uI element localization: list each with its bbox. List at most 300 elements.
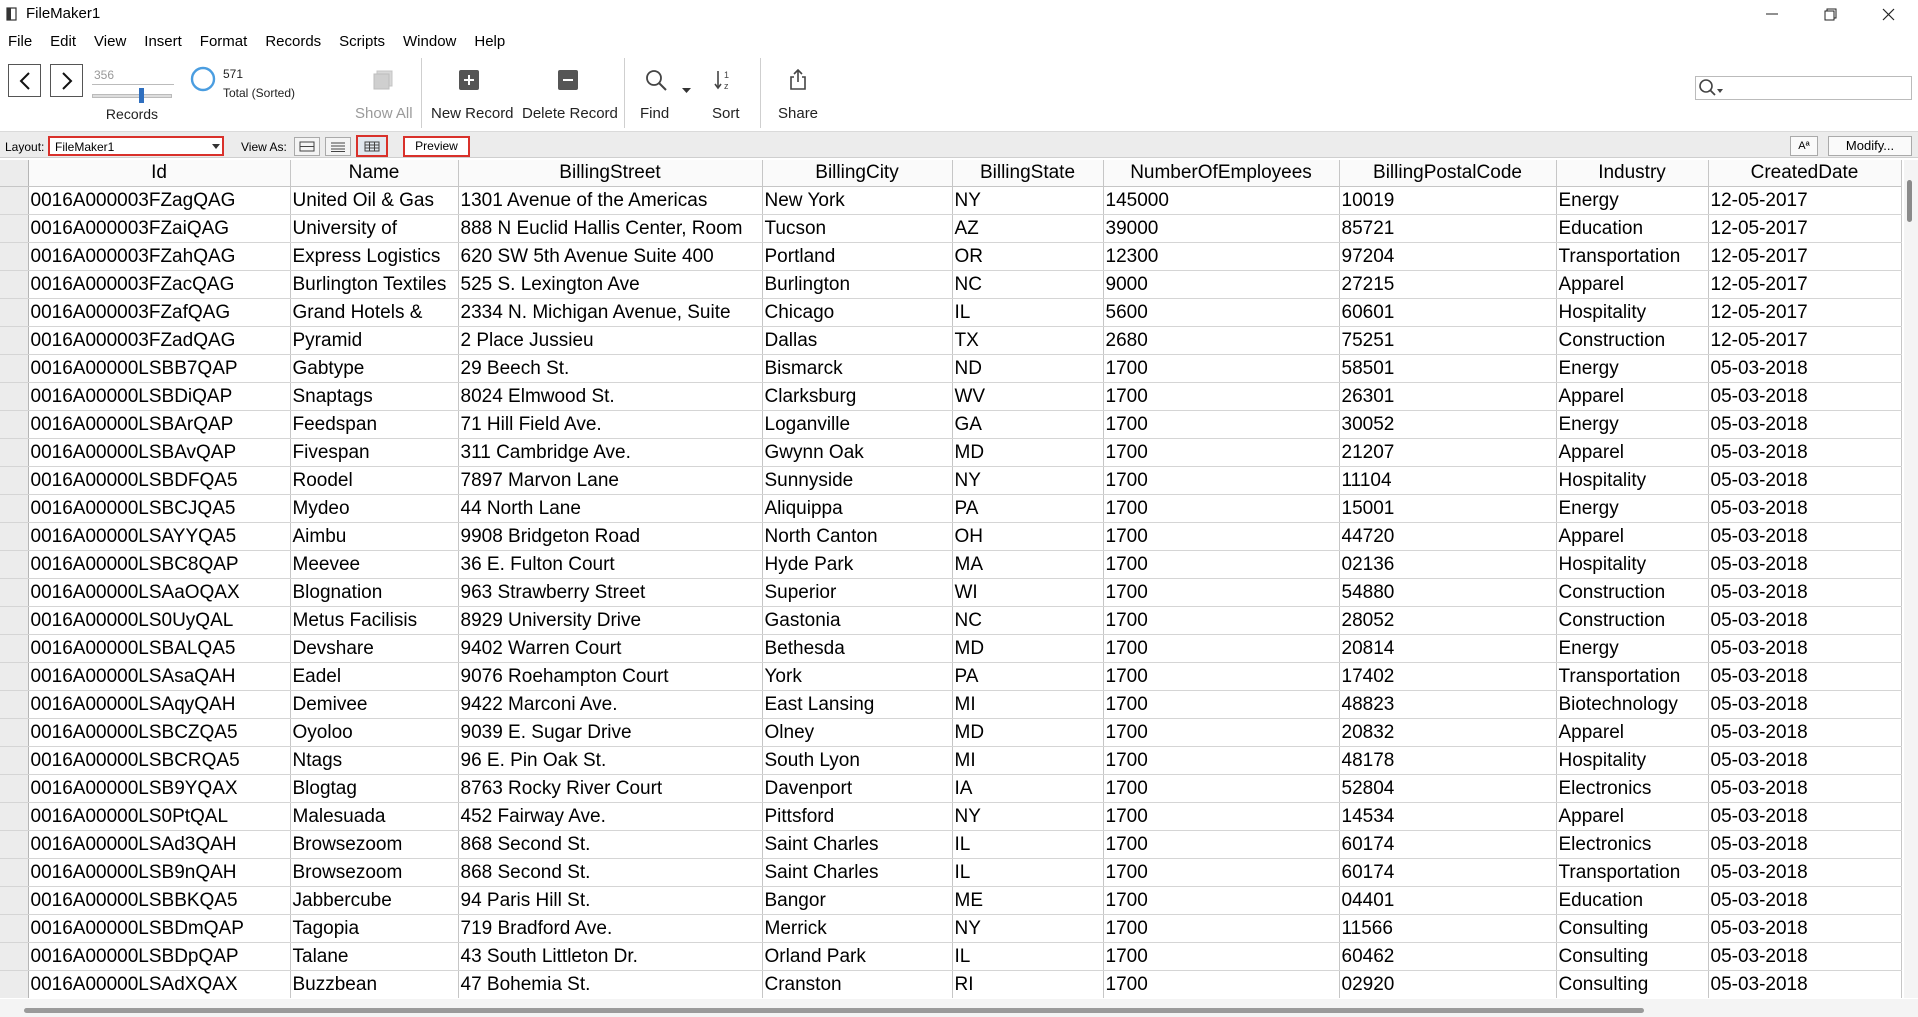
cell-billingstate[interactable]: PA: [952, 495, 1103, 523]
cell-createddate[interactable]: 05-03-2018: [1708, 439, 1901, 467]
cell-billingpostalcode[interactable]: 60601: [1339, 299, 1556, 327]
cell-billingstreet[interactable]: 452 Fairway Ave.: [458, 803, 762, 831]
vertical-scrollbar-thumb[interactable]: [1907, 180, 1912, 222]
cell-id[interactable]: 0016A00000LSBCJQA5: [28, 495, 290, 523]
cell-billingstreet[interactable]: 963 Strawberry Street: [458, 579, 762, 607]
cell-name[interactable]: Oyoloo: [290, 719, 458, 747]
cell-billingstate[interactable]: NC: [952, 607, 1103, 635]
previous-record-button[interactable]: [8, 64, 41, 97]
row-selector[interactable]: [0, 691, 28, 719]
cell-industry[interactable]: Apparel: [1556, 439, 1708, 467]
cell-billingstate[interactable]: MA: [952, 551, 1103, 579]
cell-billingcity[interactable]: Tucson: [762, 215, 952, 243]
view-as-list-button[interactable]: [325, 137, 351, 156]
column-header-billingstreet[interactable]: BillingStreet: [458, 160, 762, 187]
cell-billingpostalcode[interactable]: 02920: [1339, 971, 1556, 999]
row-selector[interactable]: [0, 243, 28, 271]
cell-createddate[interactable]: 05-03-2018: [1708, 607, 1901, 635]
cell-billingcity[interactable]: Saint Charles: [762, 859, 952, 887]
cell-billingpostalcode[interactable]: 11566: [1339, 915, 1556, 943]
cell-billingstreet[interactable]: 868 Second St.: [458, 831, 762, 859]
cell-id[interactable]: 0016A00000LSBArQAP: [28, 411, 290, 439]
cell-industry[interactable]: Hospitality: [1556, 299, 1708, 327]
cell-id[interactable]: 0016A000003FZacQAG: [28, 271, 290, 299]
table-row[interactable]: [0, 495, 1901, 523]
sort-button[interactable]: [704, 54, 746, 130]
layout-dropdown-arrow-icon[interactable]: [212, 144, 220, 149]
cell-billingstreet[interactable]: 8024 Elmwood St.: [458, 383, 762, 411]
text-formatting-button[interactable]: Aª: [1790, 136, 1818, 156]
cell-numberofemployees[interactable]: 1700: [1103, 579, 1339, 607]
view-as-form-button[interactable]: [294, 137, 320, 156]
table-row[interactable]: [0, 775, 1901, 803]
close-button[interactable]: [1859, 0, 1917, 28]
cell-industry[interactable]: Transportation: [1556, 859, 1708, 887]
cell-billingstreet[interactable]: 9039 E. Sugar Drive: [458, 719, 762, 747]
cell-billingstate[interactable]: MI: [952, 691, 1103, 719]
cell-billingpostalcode[interactable]: 75251: [1339, 327, 1556, 355]
cell-createddate[interactable]: 05-03-2018: [1708, 551, 1901, 579]
preview-button[interactable]: Preview: [403, 136, 470, 157]
menu-window[interactable]: Window: [403, 33, 457, 50]
cell-id[interactable]: 0016A00000LSBDiQAP: [28, 383, 290, 411]
cell-industry[interactable]: Consulting: [1556, 971, 1708, 999]
current-record-input[interactable]: [92, 66, 174, 85]
cell-billingcity[interactable]: Olney: [762, 719, 952, 747]
table-row[interactable]: [0, 327, 1901, 355]
record-slider-thumb[interactable]: [139, 88, 144, 103]
cell-billingstate[interactable]: IL: [952, 943, 1103, 971]
cell-numberofemployees[interactable]: 5600: [1103, 299, 1339, 327]
cell-numberofemployees[interactable]: 1700: [1103, 719, 1339, 747]
cell-createddate[interactable]: 05-03-2018: [1708, 355, 1901, 383]
table-row[interactable]: [0, 579, 1901, 607]
cell-createddate[interactable]: 05-03-2018: [1708, 803, 1901, 831]
cell-billingpostalcode[interactable]: 27215: [1339, 271, 1556, 299]
vertical-scrollbar[interactable]: [1904, 160, 1918, 998]
row-selector[interactable]: [0, 579, 28, 607]
cell-billingpostalcode[interactable]: 14534: [1339, 803, 1556, 831]
cell-industry[interactable]: Hospitality: [1556, 467, 1708, 495]
cell-id[interactable]: 0016A00000LSAdXQAX: [28, 971, 290, 999]
cell-name[interactable]: Fivespan: [290, 439, 458, 467]
cell-numberofemployees[interactable]: 1700: [1103, 859, 1339, 887]
cell-createddate[interactable]: 05-03-2018: [1708, 915, 1901, 943]
cell-billingcity[interactable]: South Lyon: [762, 747, 952, 775]
cell-id[interactable]: 0016A00000LSBDpQAP: [28, 943, 290, 971]
cell-industry[interactable]: Biotechnology: [1556, 691, 1708, 719]
cell-billingpostalcode[interactable]: 44720: [1339, 523, 1556, 551]
cell-createddate[interactable]: 12-05-2017: [1708, 271, 1901, 299]
table-row[interactable]: [0, 663, 1901, 691]
cell-billingstate[interactable]: ND: [952, 355, 1103, 383]
cell-billingstreet[interactable]: 2334 N. Michigan Avenue, Suite: [458, 299, 762, 327]
table-row[interactable]: [0, 887, 1901, 915]
cell-billingstate[interactable]: IL: [952, 859, 1103, 887]
column-header-industry[interactable]: Industry: [1556, 160, 1708, 187]
cell-createddate[interactable]: 05-03-2018: [1708, 971, 1901, 999]
cell-billingstreet[interactable]: 9908 Bridgeton Road: [458, 523, 762, 551]
cell-billingstreet[interactable]: 71 Hill Field Ave.: [458, 411, 762, 439]
table-row[interactable]: [0, 355, 1901, 383]
table-row[interactable]: [0, 187, 1901, 215]
cell-numberofemployees[interactable]: 1700: [1103, 747, 1339, 775]
cell-billingstate[interactable]: MD: [952, 439, 1103, 467]
cell-numberofemployees[interactable]: 1700: [1103, 383, 1339, 411]
cell-billingstate[interactable]: OH: [952, 523, 1103, 551]
cell-numberofemployees[interactable]: 12300: [1103, 243, 1339, 271]
cell-billingstreet[interactable]: 7897 Marvon Lane: [458, 467, 762, 495]
table-row[interactable]: [0, 691, 1901, 719]
cell-billingstate[interactable]: NY: [952, 915, 1103, 943]
row-selector[interactable]: [0, 747, 28, 775]
column-header-billingpostalcode[interactable]: BillingPostalCode: [1339, 160, 1556, 187]
cell-billingstreet[interactable]: 9076 Roehampton Court: [458, 663, 762, 691]
row-selector[interactable]: [0, 663, 28, 691]
row-selector[interactable]: [0, 803, 28, 831]
cell-billingcity[interactable]: Saint Charles: [762, 831, 952, 859]
next-record-button[interactable]: [50, 64, 83, 97]
cell-industry[interactable]: Consulting: [1556, 915, 1708, 943]
cell-billingcity[interactable]: Burlington: [762, 271, 952, 299]
table-row[interactable]: [0, 915, 1901, 943]
cell-billingstate[interactable]: ME: [952, 887, 1103, 915]
cell-name[interactable]: Metus Facilisis: [290, 607, 458, 635]
cell-name[interactable]: Talane: [290, 943, 458, 971]
cell-name[interactable]: Gabtype: [290, 355, 458, 383]
cell-name[interactable]: Meevee: [290, 551, 458, 579]
row-selector[interactable]: [0, 635, 28, 663]
cell-createddate[interactable]: 12-05-2017: [1708, 243, 1901, 271]
table-row[interactable]: [0, 439, 1901, 467]
cell-industry[interactable]: Energy: [1556, 495, 1708, 523]
find-dropdown-icon[interactable]: [682, 88, 691, 94]
column-header-name[interactable]: Name: [290, 160, 458, 187]
cell-billingstate[interactable]: PA: [952, 663, 1103, 691]
cell-createddate[interactable]: 05-03-2018: [1708, 747, 1901, 775]
cell-numberofemployees[interactable]: 1700: [1103, 411, 1339, 439]
table-row[interactable]: [0, 747, 1901, 775]
cell-industry[interactable]: Construction: [1556, 579, 1708, 607]
cell-id[interactable]: 0016A00000LSBAvQAP: [28, 439, 290, 467]
row-selector[interactable]: [0, 943, 28, 971]
cell-billingcity[interactable]: Cranston: [762, 971, 952, 999]
menu-scripts[interactable]: Scripts: [339, 33, 386, 50]
cell-name[interactable]: Snaptags: [290, 383, 458, 411]
cell-billingpostalcode[interactable]: 17402: [1339, 663, 1556, 691]
cell-id[interactable]: 0016A00000LSBCZQA5: [28, 719, 290, 747]
cell-billingpostalcode[interactable]: 52804: [1339, 775, 1556, 803]
cell-billingpostalcode[interactable]: 60174: [1339, 859, 1556, 887]
cell-name[interactable]: Demivee: [290, 691, 458, 719]
column-header-billingstate[interactable]: BillingState: [952, 160, 1103, 187]
cell-name[interactable]: Malesuada: [290, 803, 458, 831]
cell-name[interactable]: Pyramid: [290, 327, 458, 355]
cell-numberofemployees[interactable]: 145000: [1103, 187, 1339, 215]
cell-numberofemployees[interactable]: 1700: [1103, 607, 1339, 635]
cell-billingcity[interactable]: Gwynn Oak: [762, 439, 952, 467]
cell-billingpostalcode[interactable]: 02136: [1339, 551, 1556, 579]
menu-records[interactable]: Records: [265, 33, 322, 50]
cell-industry[interactable]: Energy: [1556, 635, 1708, 663]
menu-edit[interactable]: Edit: [50, 33, 77, 50]
menu-insert[interactable]: Insert: [144, 33, 182, 50]
cell-billingpostalcode[interactable]: 85721: [1339, 215, 1556, 243]
cell-industry[interactable]: Hospitality: [1556, 551, 1708, 579]
cell-name[interactable]: Buzzbean: [290, 971, 458, 999]
cell-numberofemployees[interactable]: 1700: [1103, 467, 1339, 495]
table-row[interactable]: [0, 719, 1901, 747]
delete-record-button[interactable]: [519, 54, 619, 130]
cell-numberofemployees[interactable]: 1700: [1103, 943, 1339, 971]
quick-find-search-icon[interactable]: [1697, 78, 1727, 98]
cell-createddate[interactable]: 05-03-2018: [1708, 887, 1901, 915]
cell-id[interactable]: 0016A000003FZagQAG: [28, 187, 290, 215]
row-selector[interactable]: [0, 887, 28, 915]
cell-billingcity[interactable]: Bethesda: [762, 635, 952, 663]
cell-billingcity[interactable]: Sunnyside: [762, 467, 952, 495]
cell-createddate[interactable]: 12-05-2017: [1708, 187, 1901, 215]
cell-name[interactable]: Burlington Textiles: [290, 271, 458, 299]
cell-createddate[interactable]: 12-05-2017: [1708, 299, 1901, 327]
cell-name[interactable]: Blognation: [290, 579, 458, 607]
cell-numberofemployees[interactable]: 1700: [1103, 803, 1339, 831]
table-row[interactable]: [0, 523, 1901, 551]
table-row[interactable]: [0, 803, 1901, 831]
cell-name[interactable]: Jabbercube: [290, 887, 458, 915]
cell-billingstate[interactable]: NC: [952, 271, 1103, 299]
table-row[interactable]: [0, 271, 1901, 299]
cell-billingstreet[interactable]: 525 S. Lexington Ave: [458, 271, 762, 299]
cell-createddate[interactable]: 05-03-2018: [1708, 467, 1901, 495]
cell-billingcity[interactable]: East Lansing: [762, 691, 952, 719]
cell-createddate[interactable]: 05-03-2018: [1708, 691, 1901, 719]
cell-billingpostalcode[interactable]: 60462: [1339, 943, 1556, 971]
cell-industry[interactable]: Education: [1556, 887, 1708, 915]
cell-name[interactable]: Blogtag: [290, 775, 458, 803]
table-row[interactable]: [0, 943, 1901, 971]
cell-billingstreet[interactable]: 43 South Littleton Dr.: [458, 943, 762, 971]
modify-button[interactable]: Modify...: [1828, 136, 1912, 156]
cell-id[interactable]: 0016A000003FZaiQAG: [28, 215, 290, 243]
cell-billingpostalcode[interactable]: 48823: [1339, 691, 1556, 719]
menu-format[interactable]: Format: [199, 33, 248, 50]
share-button[interactable]: [775, 54, 821, 130]
cell-id[interactable]: 0016A00000LSBBKQA5: [28, 887, 290, 915]
cell-id[interactable]: 0016A00000LSAd3QAH: [28, 831, 290, 859]
cell-numberofemployees[interactable]: 39000: [1103, 215, 1339, 243]
cell-industry[interactable]: Hospitality: [1556, 747, 1708, 775]
row-selector[interactable]: [0, 299, 28, 327]
cell-billingpostalcode[interactable]: 26301: [1339, 383, 1556, 411]
cell-billingcity[interactable]: Dallas: [762, 327, 952, 355]
cell-numberofemployees[interactable]: 1700: [1103, 887, 1339, 915]
cell-billingstreet[interactable]: 868 Second St.: [458, 859, 762, 887]
cell-createddate[interactable]: 12-05-2017: [1708, 215, 1901, 243]
cell-name[interactable]: Aimbu: [290, 523, 458, 551]
cell-name[interactable]: United Oil & Gas: [290, 187, 458, 215]
row-selector[interactable]: [0, 551, 28, 579]
cell-billingstreet[interactable]: 311 Cambridge Ave.: [458, 439, 762, 467]
cell-id[interactable]: 0016A00000LSAaOQAX: [28, 579, 290, 607]
row-selector[interactable]: [0, 775, 28, 803]
cell-createddate[interactable]: 12-05-2017: [1708, 327, 1901, 355]
row-selector[interactable]: [0, 915, 28, 943]
cell-billingcity[interactable]: Pittsford: [762, 803, 952, 831]
cell-billingcity[interactable]: Clarksburg: [762, 383, 952, 411]
row-selector[interactable]: [0, 411, 28, 439]
table-row[interactable]: [0, 831, 1901, 859]
column-header-billingcity[interactable]: BillingCity: [762, 160, 952, 187]
cell-billingstate[interactable]: MD: [952, 719, 1103, 747]
cell-id[interactable]: 0016A00000LSAYYQA5: [28, 523, 290, 551]
cell-id[interactable]: 0016A00000LSAqyQAH: [28, 691, 290, 719]
cell-createddate[interactable]: 05-03-2018: [1708, 635, 1901, 663]
cell-billingpostalcode[interactable]: 58501: [1339, 355, 1556, 383]
cell-name[interactable]: Feedspan: [290, 411, 458, 439]
cell-billingstate[interactable]: WV: [952, 383, 1103, 411]
cell-industry[interactable]: Transportation: [1556, 243, 1708, 271]
cell-billingcity[interactable]: Aliquippa: [762, 495, 952, 523]
cell-billingcity[interactable]: York: [762, 663, 952, 691]
cell-billingpostalcode[interactable]: 15001: [1339, 495, 1556, 523]
menu-help[interactable]: Help: [474, 33, 506, 50]
cell-name[interactable]: Mydeo: [290, 495, 458, 523]
cell-billingpostalcode[interactable]: 10019: [1339, 187, 1556, 215]
cell-name[interactable]: Ntags: [290, 747, 458, 775]
cell-numberofemployees[interactable]: 1700: [1103, 663, 1339, 691]
cell-billingcity[interactable]: Chicago: [762, 299, 952, 327]
cell-createddate[interactable]: 05-03-2018: [1708, 411, 1901, 439]
cell-createddate[interactable]: 05-03-2018: [1708, 663, 1901, 691]
cell-billingstate[interactable]: IL: [952, 831, 1103, 859]
cell-billingpostalcode[interactable]: 60174: [1339, 831, 1556, 859]
cell-billingcity[interactable]: Bangor: [762, 887, 952, 915]
cell-name[interactable]: Browsezoom: [290, 859, 458, 887]
cell-billingstreet[interactable]: 9402 Warren Court: [458, 635, 762, 663]
cell-numberofemployees[interactable]: 1700: [1103, 971, 1339, 999]
table-row[interactable]: [0, 411, 1901, 439]
row-selector[interactable]: [0, 523, 28, 551]
cell-billingstreet[interactable]: 29 Beech St.: [458, 355, 762, 383]
cell-billingstate[interactable]: MI: [952, 747, 1103, 775]
cell-billingstreet[interactable]: 8929 University Drive: [458, 607, 762, 635]
cell-industry[interactable]: Energy: [1556, 411, 1708, 439]
row-selector[interactable]: [0, 971, 28, 999]
cell-billingstate[interactable]: TX: [952, 327, 1103, 355]
cell-industry[interactable]: Energy: [1556, 187, 1708, 215]
cell-industry[interactable]: Apparel: [1556, 271, 1708, 299]
table-row[interactable]: [0, 383, 1901, 411]
quick-find-input[interactable]: [1695, 76, 1912, 100]
cell-name[interactable]: Express Logistics: [290, 243, 458, 271]
cell-billingstreet[interactable]: 44 North Lane: [458, 495, 762, 523]
cell-id[interactable]: 0016A00000LSBB7QAP: [28, 355, 290, 383]
cell-id[interactable]: 0016A00000LS0PtQAL: [28, 803, 290, 831]
cell-billingcity[interactable]: Gastonia: [762, 607, 952, 635]
cell-billingstate[interactable]: IL: [952, 299, 1103, 327]
cell-name[interactable]: Browsezoom: [290, 831, 458, 859]
column-header-numberofemployees[interactable]: NumberOfEmployees: [1103, 160, 1339, 187]
cell-industry[interactable]: Energy: [1556, 355, 1708, 383]
row-selector[interactable]: [0, 607, 28, 635]
cell-billingstate[interactable]: AZ: [952, 215, 1103, 243]
cell-billingpostalcode[interactable]: 54880: [1339, 579, 1556, 607]
new-record-button[interactable]: [428, 54, 512, 130]
table-row[interactable]: [0, 635, 1901, 663]
column-header-createddate[interactable]: CreatedDate: [1708, 160, 1901, 187]
cell-name[interactable]: Tagopia: [290, 915, 458, 943]
cell-billingstreet[interactable]: 47 Bohemia St.: [458, 971, 762, 999]
cell-billingcity[interactable]: Davenport: [762, 775, 952, 803]
cell-id[interactable]: 0016A000003FZafQAG: [28, 299, 290, 327]
cell-billingstreet[interactable]: 888 N Euclid Hallis Center, Room: [458, 215, 762, 243]
cell-industry[interactable]: Apparel: [1556, 719, 1708, 747]
cell-billingstreet[interactable]: 719 Bradford Ave.: [458, 915, 762, 943]
show-all-button[interactable]: [352, 54, 414, 130]
cell-numberofemployees[interactable]: 1700: [1103, 691, 1339, 719]
cell-industry[interactable]: Apparel: [1556, 803, 1708, 831]
cell-name[interactable]: Eadel: [290, 663, 458, 691]
cell-billingstate[interactable]: NY: [952, 803, 1103, 831]
column-header-id[interactable]: Id: [28, 160, 290, 187]
cell-numberofemployees[interactable]: 1700: [1103, 523, 1339, 551]
row-selector[interactable]: [0, 383, 28, 411]
cell-billingcity[interactable]: Hyde Park: [762, 551, 952, 579]
menu-view[interactable]: View: [94, 33, 127, 50]
table-row[interactable]: [0, 551, 1901, 579]
row-selector[interactable]: [0, 439, 28, 467]
cell-billingpostalcode[interactable]: 20814: [1339, 635, 1556, 663]
horizontal-scrollbar-thumb[interactable]: [24, 1008, 1644, 1013]
cell-numberofemployees[interactable]: 1700: [1103, 495, 1339, 523]
cell-numberofemployees[interactable]: 1700: [1103, 355, 1339, 383]
cell-createddate[interactable]: 05-03-2018: [1708, 579, 1901, 607]
find-button[interactable]: [633, 54, 693, 130]
table-row[interactable]: [0, 859, 1901, 887]
cell-createddate[interactable]: 05-03-2018: [1708, 523, 1901, 551]
cell-id[interactable]: 0016A000003FZahQAG: [28, 243, 290, 271]
cell-industry[interactable]: Apparel: [1556, 383, 1708, 411]
cell-billingpostalcode[interactable]: 48178: [1339, 747, 1556, 775]
cell-industry[interactable]: Education: [1556, 215, 1708, 243]
cell-id[interactable]: 0016A00000LSB9YQAX: [28, 775, 290, 803]
cell-billingstreet[interactable]: 8763 Rocky River Court: [458, 775, 762, 803]
cell-billingstreet[interactable]: 94 Paris Hill St.: [458, 887, 762, 915]
cell-industry[interactable]: Consulting: [1556, 943, 1708, 971]
minimize-button[interactable]: [1743, 0, 1801, 28]
cell-billingcity[interactable]: New York: [762, 187, 952, 215]
cell-industry[interactable]: Construction: [1556, 607, 1708, 635]
cell-industry[interactable]: Transportation: [1556, 663, 1708, 691]
cell-billingstreet[interactable]: 1301 Avenue of the Americas: [458, 187, 762, 215]
cell-billingstate[interactable]: WI: [952, 579, 1103, 607]
cell-billingstate[interactable]: MD: [952, 635, 1103, 663]
view-as-table-button[interactable]: [356, 135, 388, 157]
cell-numberofemployees[interactable]: 1700: [1103, 551, 1339, 579]
row-selector[interactable]: [0, 859, 28, 887]
cell-name[interactable]: University of: [290, 215, 458, 243]
cell-createddate[interactable]: 05-03-2018: [1708, 495, 1901, 523]
cell-industry[interactable]: Electronics: [1556, 831, 1708, 859]
cell-billingstreet[interactable]: 36 E. Fulton Court: [458, 551, 762, 579]
cell-billingpostalcode[interactable]: 30052: [1339, 411, 1556, 439]
record-slider[interactable]: [92, 94, 172, 98]
table-row[interactable]: [0, 299, 1901, 327]
cell-industry[interactable]: Construction: [1556, 327, 1708, 355]
cell-billingstreet[interactable]: 96 E. Pin Oak St.: [458, 747, 762, 775]
cell-name[interactable]: Grand Hotels &: [290, 299, 458, 327]
